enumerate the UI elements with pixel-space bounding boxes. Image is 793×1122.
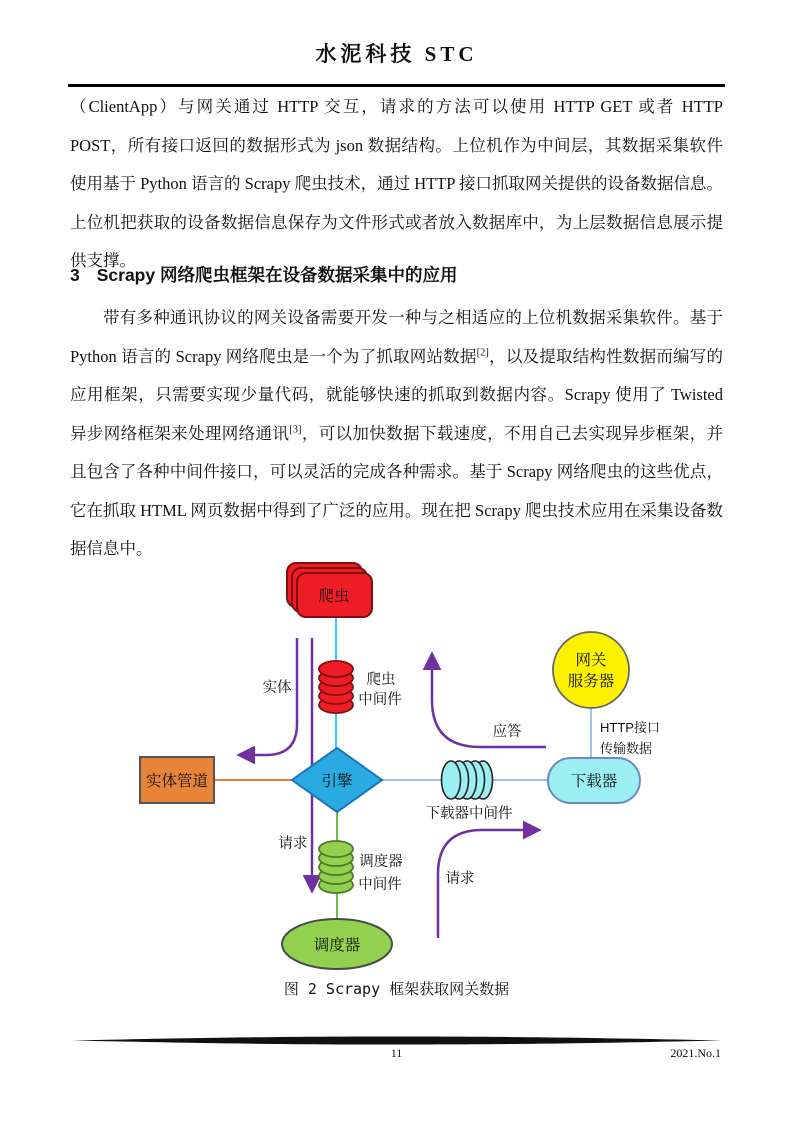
- scheduler-middleware-label-2: 中间件: [358, 877, 402, 893]
- spider-middleware-node: [319, 661, 353, 713]
- entity-flow-arrow: [240, 638, 297, 755]
- cylinder-disk: [319, 841, 353, 857]
- paragraph-intro: （ClientApp）与网关通过 HTTP 交互，请求的方法可以使用 HTTP GET 或者 HTTP POST，所有接口返回的数据形式为 json 数据结构。上位机作为中间层，其数据采集软件使用基于 Python 语言的 Scrapy 爬虫技术，通过 HTTP 接口抓取网关提供的设备数据信息。上位机把获取的设备数据信息保存为文件形式或者放入数据库中，为上层数据信息展示提供支撑。: [70, 97, 723, 270]
- journal-header: 水泥科技 STC: [315, 42, 478, 66]
- footer-rule: [72, 1036, 722, 1046]
- issue-label: 2021.No.1: [670, 1046, 721, 1060]
- gateway-label-2: 服务器: [567, 673, 615, 690]
- figure-caption: 图 2 Scrapy 框架获取网关数据: [283, 980, 510, 998]
- citation-2: [2]: [476, 347, 489, 358]
- coil-disk: [442, 761, 461, 799]
- spider-middleware-label-1: 爬虫: [366, 672, 396, 688]
- scheduler-middleware-node: [319, 841, 353, 893]
- footer-rule-shape: [72, 1037, 722, 1045]
- item-pipeline-label: 实体管道: [145, 773, 209, 790]
- spider-label: 爬虫: [318, 588, 350, 605]
- engine-label: 引擎: [321, 773, 353, 790]
- citation-3: [3]: [289, 424, 302, 435]
- downloader-middleware-label: 下载器中间件: [425, 806, 513, 822]
- request-left-edge-label: 请求: [278, 836, 308, 852]
- section-number: 3: [70, 265, 80, 285]
- spider-middleware-label-2: 中间件: [358, 692, 402, 708]
- text-segment: ，以及提取结构性数据而编写的应用框架，只需要实现少量代码，就能够快速的抓取到数据内容。Scrapy 使用了 Twisted 异步网络框架来处理网络通讯: [70, 346, 723, 443]
- entity-edge-label: 实体: [262, 680, 292, 696]
- cylinder-disk: [319, 661, 353, 677]
- response-up-arrow: [432, 655, 546, 747]
- gateway-server-node: [553, 632, 629, 708]
- gateway-label-1: 网关: [575, 652, 607, 669]
- http-edge-label-1: HTTP接口: [600, 720, 660, 735]
- scheduler-label: 调度器: [313, 937, 361, 954]
- downloader-middleware-node: [442, 761, 493, 799]
- section-title: Scrapy 网络爬虫框架在设备数据采集中的应用: [96, 265, 458, 285]
- section-heading: [70, 262, 723, 287]
- header-rule: [68, 84, 725, 87]
- downloader-label: 下载器: [570, 773, 618, 790]
- response-edge-label: 应答: [492, 724, 522, 740]
- page-number: 11: [390, 1046, 403, 1060]
- scheduler-middleware-label-1: 调度器: [359, 854, 403, 870]
- text-segment: ，可以加快数据下载速度，不用自己去实现异步框架，并且包含了各种中间件接口，可以灵活的完成各种需求。基于 Scrapy 网络爬虫的这些优点，它在抓取 HTML 网页数据中得到了广泛的应用。现在把 Scrapy 爬虫技术应用在采集设备数据信息中。: [70, 423, 724, 558]
- http-edge-label-2: 传输数据: [600, 741, 653, 756]
- text-segment: 带有多种通讯协议的网关设备需要开发一种与之相适应的上位机数据采集软件。基于 Python 语言的 Scrapy 网络爬虫是一个为了抓取网站数据: [70, 308, 723, 366]
- scrapy-framework-diagram: [0, 560, 793, 980]
- paragraph-scrapy: [70, 299, 723, 569]
- request-right-edge-label: 请求: [445, 871, 475, 887]
